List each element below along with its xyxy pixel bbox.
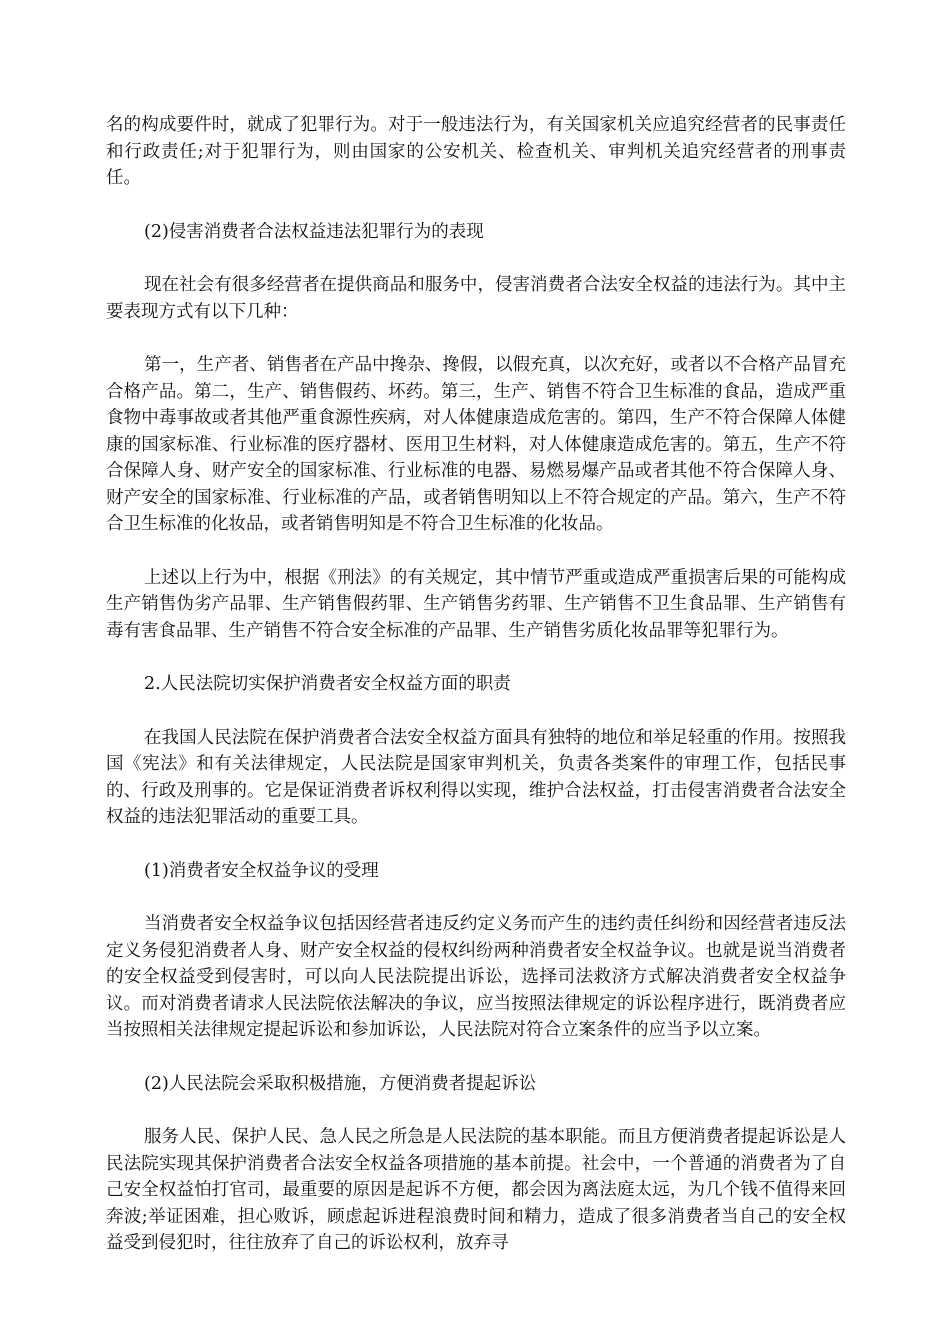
paragraph-criminal-law: 上述以上行为中，根据《刑法》的有关规定，其中情节严重或造成严重损害后果的可能构成生产销售伪劣产品罪、生产销售假药罪、生产销售劣药罪、生产销售不卫生食品罪、生产销售有毒有害食品罪、生产销售不符合安全标准的产品罪、生产销售劣质化妆品罪等犯罪行为。 xyxy=(106,567,846,641)
section-heading-violation-forms: (2)侵害消费者合法权益违法犯罪行为的表现 xyxy=(144,221,484,242)
paragraph-court-role: 在我国人民法院在保护消费者合法安全权益方面具有独特的地位和举足轻重的作用。按照我国《宪法》和有关法律规定，人民法院是国家审判机关，负责各类案件的审理工作，包括民事的、行政及刑事的。它是保证消费者诉权利得以实现，维护合法权益，打击侵害消费者合法安全权益的违法犯罪活动的重要工具。 xyxy=(106,727,846,827)
paragraph-intro: 现在社会有很多经营者在提供商品和服务中，侵害消费者合法安全权益的违法行为。其中主要表现方式有以下几种： xyxy=(106,275,846,322)
paragraph-violation-list: 第一，生产者、销售者在产品中搀杂、搀假，以假充真，以次充好，或者以不合格产品冒充合格产品。第二，生产、销售假药、坏药。第三，生产、销售不符合卫生标准的食品，造成严重食物中毒事故或者其他严重食源性疾病，对人体健康造成危害的。第四，生产不符合保障人体健康的国家标准、行业标准的医疗器材、医用卫生材料，对人体健康造成危害的。第五，生产不符合保障人身、财产安全的国家标准、行业标准的电器、易燃易爆产品或者其他不符合保障人身、财产安全的国家标准、行业标准的产品，或者销售明知以上不符合规定的产品。第六，生产不符合卫生标准的化妆品，或者销售明知是不符合卫生标准的化妆品。 xyxy=(106,355,846,534)
section-heading-convenient-litigation: (2)人民法院会采取积极措施，方便消费者提起诉讼 xyxy=(144,1073,537,1094)
paragraph-dispute-acceptance: 当消费者安全权益争议包括因经营者违反约定义务而产生的违约责任纠纷和因经营者违反法定义务侵犯消费者人身、财产安全权益的侵权纠纷两种消费者安全权益争议。也就是说当消费者的安全权益受到侵害时，可以向人民法院提出诉讼，选择司法救济方式解决消费者安全权益争议。而对消费者请求人民法院依法解决的争议，应当按照法律规定的诉讼程序进行，既消费者应当按照相关法律规定提起诉讼和参加诉讼，人民法院对符合立案条件的应当予以立案。 xyxy=(106,914,846,1040)
section-heading-court-duties: 2.人民法院切实保护消费者安全权益方面的职责 xyxy=(144,674,511,694)
paragraph-convenient-litigation: 服务人民、保护人民、急人民之所急是人民法院的基本职能。而且方便消费者提起诉讼是人民法院实现其保护消费者合法安全权益各项措施的基本前提。社会中，一个普通的消费者为了自己安全权益怕打官司，最重要的原因是起诉不方便，都会因为离法庭太远，为几个钱不值得来回奔波;举证困难，担心败诉，顾虑起诉进程浪费时间和精力，造成了很多消费者当自己的安全权益受到侵犯时，往往放弃了自己的诉讼权利，放弃寻 xyxy=(106,1127,846,1253)
document-body xyxy=(106,112,846,1284)
section-heading-dispute-acceptance: (1)消费者安全权益争议的受理 xyxy=(144,860,379,881)
paragraph-continuation: 名的构成要件时，就成了犯罪行为。对于一般违法行为，有关国家机关应追究经营者的民事责任和行政责任;对于犯罪行为，则由国家的公安机关、检查机关、审判机关追究经营者的刑事责任。 xyxy=(106,115,846,188)
